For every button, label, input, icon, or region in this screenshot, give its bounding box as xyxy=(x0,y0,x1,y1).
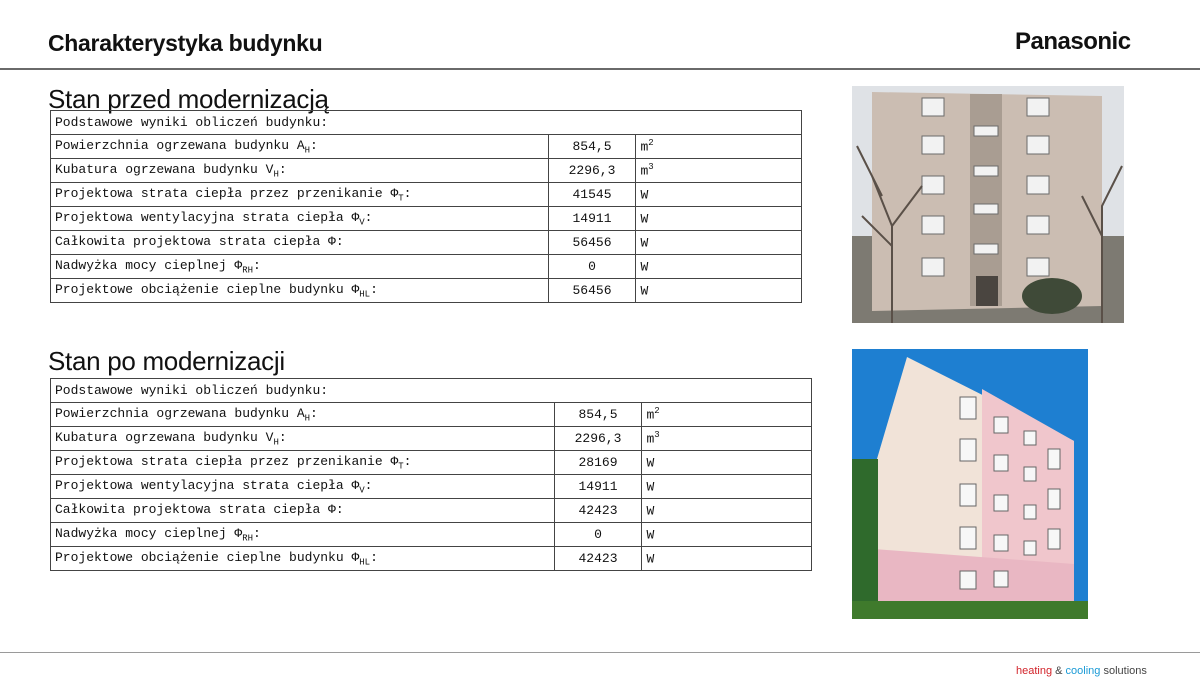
label-subscript: RH xyxy=(242,265,254,276)
unit-text: W xyxy=(640,259,649,275)
row-value: 41545 xyxy=(548,183,636,207)
label-suffix: : xyxy=(370,549,378,565)
row-unit xyxy=(642,475,812,499)
row-value: 56456 xyxy=(548,279,636,303)
label-subscript: H xyxy=(273,437,279,448)
label-text: Nadwyżka mocy cieplnej Φ xyxy=(55,525,243,541)
table-row xyxy=(51,231,802,255)
section-title-after: Stan po modernizacji xyxy=(48,346,285,376)
label-text: Projektowe obciążenie cieplne budynku Φ xyxy=(55,281,360,297)
table-title: Podstawowe wyniki obliczeń budynku: xyxy=(51,111,802,135)
label-suffix: : xyxy=(278,161,287,177)
label-subscript: T xyxy=(398,193,404,204)
unit-text: W xyxy=(646,455,655,471)
label-subscript: H xyxy=(304,145,311,156)
table-row xyxy=(51,427,812,451)
unit-text: m xyxy=(640,163,649,179)
unit-text: W xyxy=(646,479,655,495)
row-label xyxy=(51,523,555,547)
table-row xyxy=(51,159,802,183)
row-label xyxy=(51,403,555,427)
row-unit xyxy=(636,183,802,207)
footer-heating: heating xyxy=(1016,665,1053,677)
row-value: 42423 xyxy=(554,499,642,523)
table-row xyxy=(51,547,812,571)
row-unit xyxy=(642,499,812,523)
row-unit xyxy=(642,451,812,475)
row-label xyxy=(51,183,549,207)
table-row xyxy=(51,403,812,427)
label-suffix: : xyxy=(370,281,378,297)
building-photo-after xyxy=(852,349,1088,619)
footer-cooling: cooling xyxy=(1065,665,1101,677)
row-value: 14911 xyxy=(548,207,636,231)
label-subscript: V xyxy=(359,217,365,228)
row-label xyxy=(51,207,549,231)
label-text: Kubatura ogrzewana budynku V xyxy=(55,161,274,177)
panasonic-logo: Panasonic xyxy=(1015,28,1131,55)
row-value: 0 xyxy=(548,255,636,279)
table-row xyxy=(51,279,802,303)
label-subscript: HL xyxy=(359,557,371,568)
row-unit xyxy=(636,279,802,303)
footer-solutions: solutions xyxy=(1100,665,1147,677)
row-unit xyxy=(636,159,802,183)
label-subscript: HL xyxy=(359,289,371,300)
row-unit xyxy=(642,523,812,547)
row-label xyxy=(51,499,555,523)
label-suffix: : xyxy=(364,477,373,493)
footer-tagline xyxy=(1016,665,1147,677)
unit-text: m xyxy=(640,139,649,155)
row-value: 42423 xyxy=(554,547,642,571)
row-unit xyxy=(636,255,802,279)
label-suffix: : xyxy=(403,185,412,201)
row-unit xyxy=(636,231,802,255)
label-suffix: : xyxy=(253,525,261,541)
unit-superscript: 3 xyxy=(654,430,660,441)
label-subscript: H xyxy=(273,169,279,180)
table-row xyxy=(51,135,802,159)
label-text: Całkowita projektowa strata ciepła Φ: xyxy=(55,233,344,249)
building-photo-before xyxy=(852,86,1124,323)
label-suffix: : xyxy=(253,257,261,273)
table-row xyxy=(51,451,812,475)
row-unit xyxy=(642,547,812,571)
unit-superscript: 2 xyxy=(654,406,660,417)
header-divider xyxy=(0,68,1200,70)
label-subscript: V xyxy=(359,485,365,496)
row-label xyxy=(51,135,549,159)
unit-text: m xyxy=(646,431,655,447)
label-text: Powierzchnia ogrzewana budynku A xyxy=(55,137,305,153)
label-text: Projektowa wentylacyjna strata ciepła Φ xyxy=(55,477,360,493)
row-label xyxy=(51,279,549,303)
row-value: 28169 xyxy=(554,451,642,475)
results-table-after xyxy=(50,378,812,571)
table-row xyxy=(51,475,812,499)
row-label xyxy=(51,159,549,183)
label-text: Projektowa strata ciepła przez przenikanie Φ xyxy=(55,185,399,201)
unit-superscript: 3 xyxy=(648,162,654,173)
label-text: Projektowa wentylacyjna strata ciepła Φ xyxy=(55,209,360,225)
row-label xyxy=(51,255,549,279)
label-subscript: T xyxy=(398,461,404,472)
unit-text: W xyxy=(640,235,649,251)
row-value: 2296,3 xyxy=(554,427,642,451)
table-title: Podstawowe wyniki obliczeń budynku: xyxy=(51,379,812,403)
row-label xyxy=(51,451,555,475)
unit-text: W xyxy=(646,551,655,567)
row-unit xyxy=(642,403,812,427)
label-suffix: : xyxy=(278,429,287,445)
row-value: 854,5 xyxy=(554,403,642,427)
unit-text: W xyxy=(640,187,649,203)
section-title-before: Stan przed modernizacją xyxy=(48,84,329,114)
row-unit xyxy=(636,207,802,231)
label-text: Kubatura ogrzewana budynku V xyxy=(55,429,274,445)
unit-superscript: 2 xyxy=(648,138,654,149)
unit-text: m xyxy=(646,407,655,423)
table-row xyxy=(51,255,802,279)
row-unit xyxy=(642,427,812,451)
label-suffix: : xyxy=(403,453,412,469)
label-suffix: : xyxy=(310,137,318,153)
unit-text: W xyxy=(640,211,649,227)
label-subscript: H xyxy=(304,413,311,424)
unit-text: W xyxy=(646,527,655,543)
row-value: 2296,3 xyxy=(548,159,636,183)
row-value: 0 xyxy=(554,523,642,547)
row-label xyxy=(51,475,555,499)
table-row xyxy=(51,499,812,523)
label-suffix: : xyxy=(310,405,318,421)
results-table-before xyxy=(50,110,802,303)
label-suffix: : xyxy=(364,209,373,225)
row-label xyxy=(51,231,549,255)
label-text: Projektowa strata ciepła przez przenikanie Φ xyxy=(55,453,399,469)
table-row xyxy=(51,523,812,547)
label-text: Nadwyżka mocy cieplnej Φ xyxy=(55,257,243,273)
row-value: 14911 xyxy=(554,475,642,499)
table-row xyxy=(51,183,802,207)
label-subscript: RH xyxy=(242,533,254,544)
unit-text: W xyxy=(646,503,655,519)
unit-text: W xyxy=(640,283,649,299)
label-text: Powierzchnia ogrzewana budynku A xyxy=(55,405,305,421)
footer-divider xyxy=(0,652,1200,653)
table-row xyxy=(51,207,802,231)
row-value: 56456 xyxy=(548,231,636,255)
footer-amp: & xyxy=(1052,665,1066,677)
label-text: Całkowita projektowa strata ciepła Φ: xyxy=(55,501,344,517)
row-label xyxy=(51,427,555,451)
row-label xyxy=(51,547,555,571)
row-unit xyxy=(636,135,802,159)
page-title: Charakterystyka budynku xyxy=(48,30,323,56)
label-text: Projektowe obciążenie cieplne budynku Φ xyxy=(55,549,360,565)
row-value: 854,5 xyxy=(548,135,636,159)
